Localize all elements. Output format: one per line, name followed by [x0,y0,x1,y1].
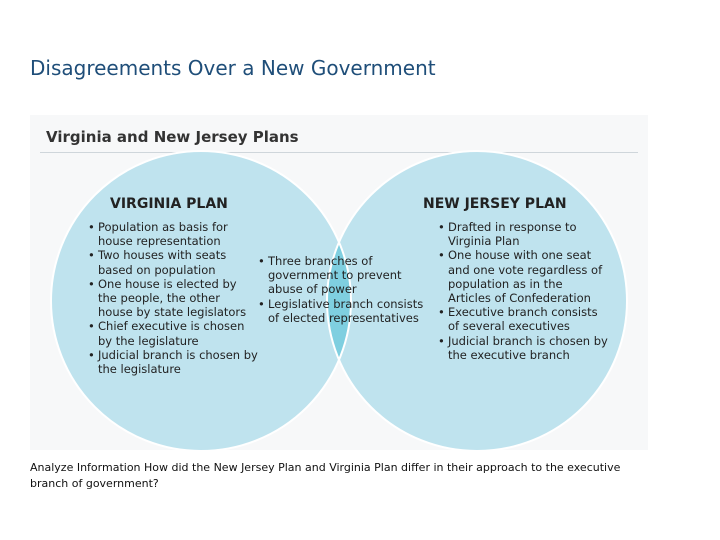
virginia-plan-list [88,220,258,376]
new-jersey-plan-list [438,220,608,362]
diagram-title: Virginia and New Jersey Plans [46,128,299,146]
new-jersey-plan-item: • Executive branch consists of several executives [438,305,608,333]
question-prompt: Analyze Information How did the New Jersey Plan and Virginia Plan differ in their approach to the executive branch of government? [30,461,621,490]
shared-features-list [258,254,428,325]
new-jersey-plan-item: • One house with one seat and one vote regardless of population as in the Articles of Confederation [438,248,608,305]
virginia-plan-item: • Chief executive is chosen by the legislature [88,319,258,347]
shared-feature-item: • Legislative branch consists of elected representatives [258,297,428,325]
new-jersey-plan-heading: NEW JERSEY PLAN [423,196,567,212]
venn-diagram-figure [30,115,648,450]
shared-feature-item: • Three branches of government to prevent abuse of power [258,254,428,297]
virginia-plan-item: • One house is elected by the people, the other house by state legislators [88,277,258,320]
slide-title: Disagreements Over a New Government [30,56,436,80]
virginia-plan-item: • Two houses with seats based on population [88,248,258,276]
virginia-plan-item: • Population as basis for house representation [88,220,258,248]
new-jersey-plan-item: • Judicial branch is chosen by the executive branch [438,334,608,362]
virginia-plan-item: • Judicial branch is chosen by the legislature [88,348,258,376]
new-jersey-plan-item: • Drafted in response to Virginia Plan [438,220,608,248]
virginia-plan-heading: VIRGINIA PLAN [110,196,228,212]
